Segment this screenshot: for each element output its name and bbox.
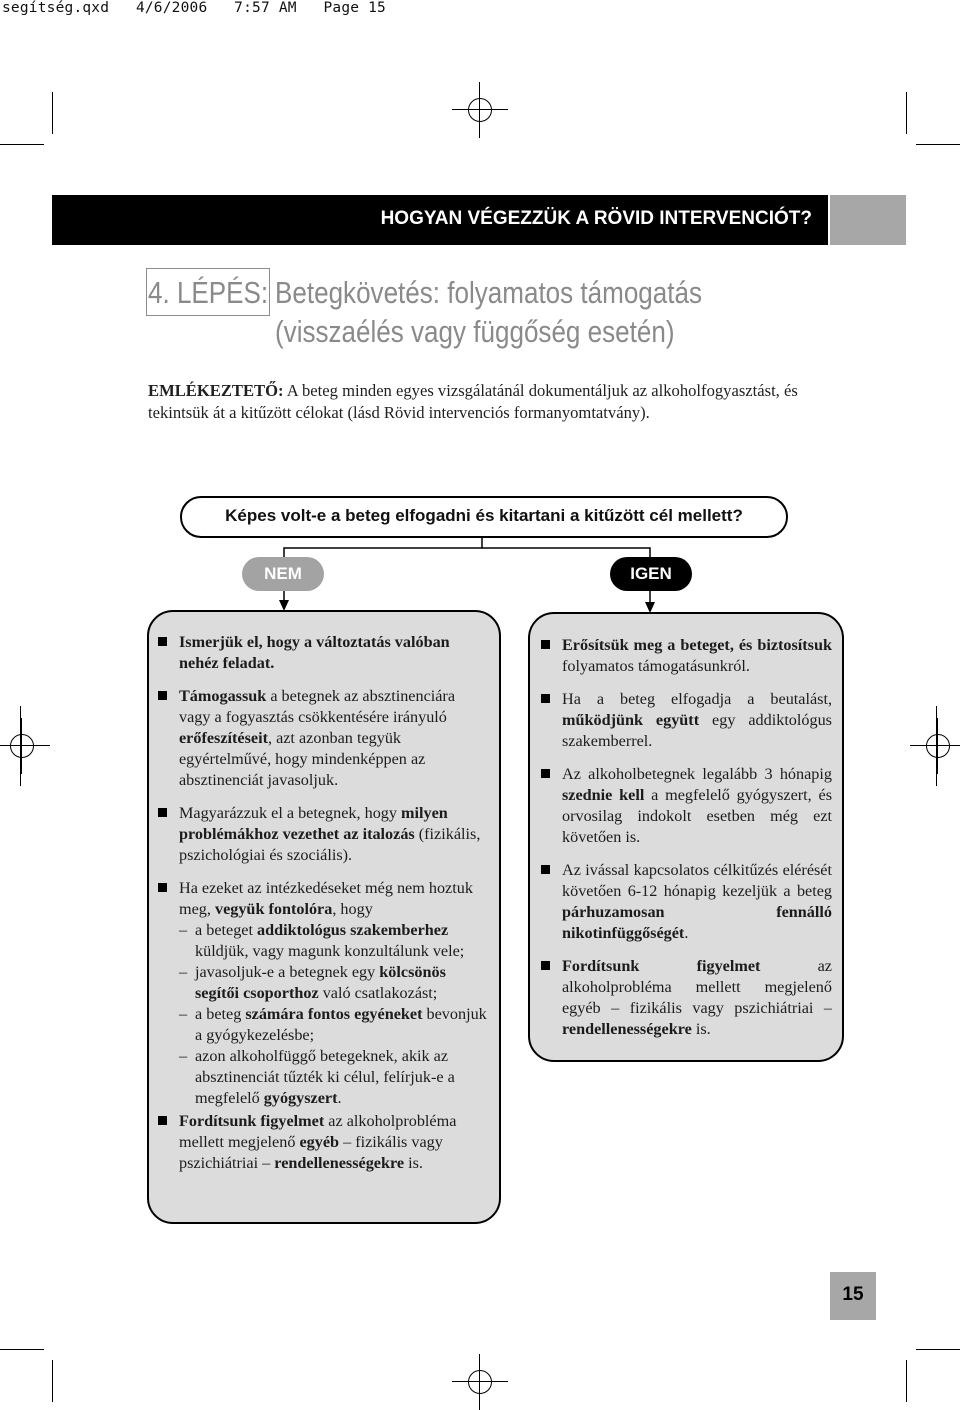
bold-text: Erősítsük meg a beteget, és biztosítsuk (562, 636, 832, 654)
bold-text: szednie kell (562, 786, 645, 804)
bullet-text: küldjük, vagy magunk konzultálunk vele; (195, 942, 465, 960)
list-item (540, 689, 832, 752)
step-title-line1: Betegkövetés: folyamatos támogatás (275, 275, 703, 310)
bullet-text: Az alkoholbetegnek legalább 3 hónapig (562, 765, 832, 783)
bullet-text: Magyarázzuk el a betegnek, hogy (179, 804, 402, 822)
bold-text: kölcsönös segítői csoporthoz (195, 963, 446, 1002)
bullet-text: a beteg (195, 1005, 246, 1023)
bullet-text: a megfelelő gyógyszert, és orvosilag indokolt esetben még ezt követően is. (562, 786, 832, 846)
no-branch-panel (147, 610, 501, 1224)
dash-marker: – (179, 1047, 188, 1065)
bold-text: működjünk együtt (562, 711, 700, 729)
file-slug: segítség.qxd 4/6/2006 7:57 AM Page 15 (2, 0, 386, 16)
bullet-text: azon alkoholfüggő betegeknek, akik az absztinenciát tűzték ki célul, felírjuk-e a megfelelő (195, 1047, 455, 1107)
bold-text: számára fontos egyéneket (245, 1005, 423, 1023)
bold-text: milyen problémákhoz vezethet az italozás (179, 804, 448, 843)
list-item (157, 803, 489, 866)
bold-text: erőfeszítéseit (179, 729, 268, 747)
yes-branch-label: IGEN (610, 557, 692, 591)
bold-text: Fordítsunk figyelmet (179, 1112, 325, 1130)
bold-text: addiktológus szakemberhez (257, 921, 449, 939)
bold-text: gyógyszert (263, 1089, 338, 1107)
bold-text: rendellenességekre (274, 1154, 405, 1172)
question-text: Képes volt-e a beteg elfogadni és kitartani a kitűzött cél mellett? (225, 506, 743, 525)
bold-text: Támogassuk (179, 687, 267, 705)
reminder-text: A beteg minden egyes vizsgálatánál dokumentáljuk az alkoholfogyasztást, és tekintsük át a kitűzött célokat (lásd Rövid intervenciós formanyomtatvány). (148, 381, 798, 422)
list-item (540, 635, 832, 677)
dash-marker: – (179, 921, 188, 939)
bullet-text: való csatlakozást; (318, 984, 438, 1002)
bold-text: rendellenességekre (562, 1020, 692, 1038)
bullet-text: folyamatos támogatásunkról. (562, 657, 750, 675)
bold-text: párhuzamosan fennálló nikotinfüggőségét (562, 903, 832, 942)
bullet-text: egy addiktológus szakemberrel. (562, 711, 832, 750)
no-branch-label: NEM (242, 557, 324, 591)
bullet-text: az alkoholprobléma mellett megjelenő egyéb – fizikális vagy pszichiátriai – (562, 957, 832, 1017)
list-item (157, 1111, 489, 1174)
step-title-line2: (visszaélés vagy függőség esetén) (275, 314, 675, 349)
yes-branch-list (540, 635, 832, 1052)
bullet-text: is. (691, 1020, 711, 1038)
sub-list-item (179, 920, 489, 962)
step-label: 4. LÉPÉS: (148, 275, 269, 310)
list-item (540, 956, 832, 1040)
section-header-title: HOGYAN VÉGEZZÜK A RÖVID INTERVENCIÓT? (380, 208, 812, 229)
bullet-text: . (337, 1089, 342, 1107)
dash-marker: – (179, 1005, 188, 1023)
bullet-text: Az ivással kapcsolatos célkitűzés elérését követően 6-12 hónapig kezeljük a beteg (562, 861, 832, 900)
bullet-text: a betegnek az absztinenciára vagy a fogyasztás csökkentésére irányuló (179, 687, 456, 726)
reminder-lead: EMLÉKEZTETŐ: (148, 381, 284, 400)
bold-text: vegyük fontolóra (214, 900, 333, 918)
bullet-text: is. (404, 1154, 423, 1172)
bullet-text: – fizikális vagy pszichiátriai – (179, 1133, 443, 1172)
sub-list-item (179, 1004, 489, 1046)
bullet-text: az alkoholprobléma mellett megjelenő (179, 1112, 457, 1151)
bullet-text: Ha ezeket az intézkedéseket még nem hoztuk meg, (179, 879, 473, 918)
yes-branch-panel (528, 612, 844, 1062)
list-item (540, 860, 832, 944)
sub-list-item (179, 962, 489, 1004)
bold-text: egyéb (299, 1133, 340, 1151)
bullet-text: (fizikális, pszichológiai és szociális). (179, 825, 481, 864)
bullet-text: , hogy (332, 900, 373, 918)
bullet-text: javasoljuk-e a betegnek egy (195, 963, 380, 981)
bullet-text: a beteget (195, 921, 258, 939)
list-item (157, 686, 489, 791)
bullet-text: Ha a beteg elfogadja a beutalást, (562, 690, 832, 708)
dash-marker: – (179, 963, 188, 981)
bullet-text: Ismerjük el, hogy a változtatás valóban nehéz feladat. (179, 633, 450, 672)
page-number-box (830, 1272, 876, 1320)
list-item (540, 764, 832, 848)
bullet-text: , azt azonban tegyük egyértelművé, hogy mindenképpen az absztinenciát javasoljuk. (179, 729, 426, 789)
bullet-text: bevonjuk a gyógykezelésbe; (195, 1005, 487, 1044)
question-box (180, 496, 788, 538)
list-item (157, 632, 489, 674)
sub-list-item (179, 1046, 489, 1109)
no-branch-list (157, 632, 489, 1186)
bold-text: Fordítsunk figyelmet (562, 957, 761, 975)
bullet-text: . (684, 924, 689, 942)
list-item (157, 878, 489, 1109)
sub-list (179, 920, 489, 1109)
page-number: 15 (842, 1284, 864, 1305)
